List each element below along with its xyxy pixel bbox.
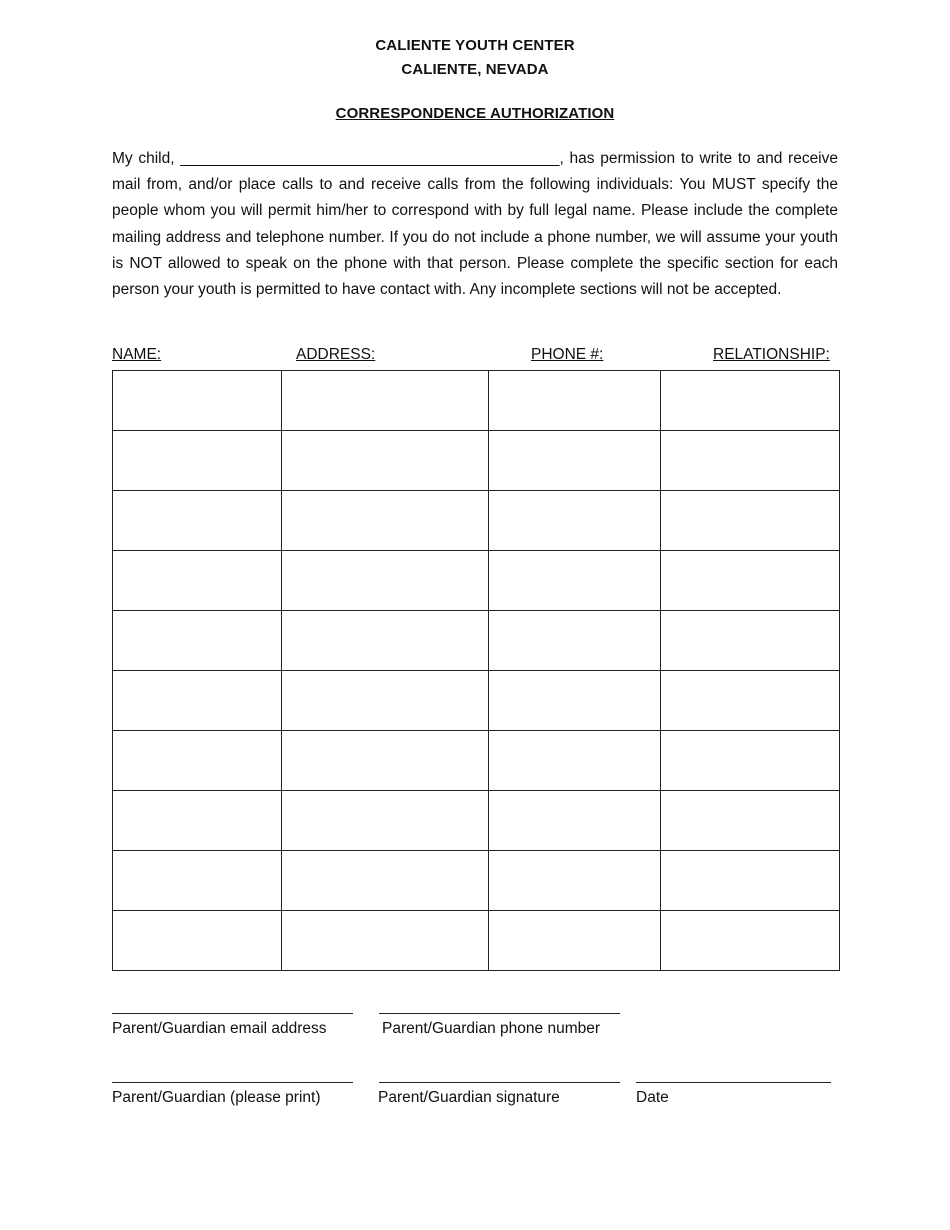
address-cell[interactable]	[282, 611, 489, 671]
relationship-cell[interactable]	[661, 791, 840, 851]
name-cell[interactable]	[113, 551, 282, 611]
phone-cell[interactable]	[489, 431, 661, 491]
signature-label: Parent/Guardian signature	[378, 1089, 560, 1106]
address-cell[interactable]	[282, 551, 489, 611]
phone-cell[interactable]	[489, 371, 661, 431]
relationship-cell[interactable]	[661, 371, 840, 431]
phone-cell[interactable]	[489, 671, 661, 731]
facility-location: CALIENTE, NEVADA	[401, 61, 549, 78]
relationship-cell[interactable]	[661, 911, 840, 971]
column-header-relationship: RELATIONSHIP:	[713, 346, 830, 363]
relationship-cell[interactable]	[661, 431, 840, 491]
table-row	[113, 671, 840, 731]
phone-number-line[interactable]	[379, 1013, 620, 1014]
name-cell[interactable]	[113, 371, 282, 431]
date-line[interactable]	[636, 1082, 831, 1083]
address-cell[interactable]	[282, 491, 489, 551]
address-cell[interactable]	[282, 671, 489, 731]
contacts-table-body	[113, 371, 840, 971]
table-row	[113, 911, 840, 971]
name-cell[interactable]	[113, 911, 282, 971]
phone-cell[interactable]	[489, 731, 661, 791]
print-name-line[interactable]	[112, 1082, 353, 1083]
phone-cell[interactable]	[489, 791, 661, 851]
facility-name: CALIENTE YOUTH CENTER	[375, 37, 575, 54]
email-label: Parent/Guardian email address	[112, 1020, 327, 1037]
phone-cell[interactable]	[489, 551, 661, 611]
table-row	[113, 491, 840, 551]
address-cell[interactable]	[282, 731, 489, 791]
relationship-cell[interactable]	[661, 851, 840, 911]
relationship-cell[interactable]	[661, 611, 840, 671]
table-row	[113, 611, 840, 671]
print-name-label: Parent/Guardian (please print)	[112, 1089, 321, 1106]
phone-cell[interactable]	[489, 851, 661, 911]
email-line[interactable]	[112, 1013, 353, 1014]
name-cell[interactable]	[113, 491, 282, 551]
relationship-cell[interactable]	[661, 731, 840, 791]
relationship-cell[interactable]	[661, 551, 840, 611]
date-label: Date	[636, 1089, 669, 1106]
address-cell[interactable]	[282, 851, 489, 911]
name-cell[interactable]	[113, 431, 282, 491]
address-cell[interactable]	[282, 371, 489, 431]
phone-cell[interactable]	[489, 611, 661, 671]
column-header-address: ADDRESS:	[296, 346, 376, 363]
table-row	[113, 431, 840, 491]
phone-cell[interactable]	[489, 911, 661, 971]
form-title: CORRESPONDENCE AUTHORIZATION	[335, 105, 615, 122]
name-cell[interactable]	[113, 611, 282, 671]
address-cell[interactable]	[282, 791, 489, 851]
phone-cell[interactable]	[489, 491, 661, 551]
column-header-phone: PHONE #:	[531, 346, 604, 363]
table-row	[113, 551, 840, 611]
name-cell[interactable]	[113, 851, 282, 911]
relationship-cell[interactable]	[661, 491, 840, 551]
contacts-table	[112, 370, 840, 971]
name-cell[interactable]	[113, 671, 282, 731]
name-cell[interactable]	[113, 731, 282, 791]
address-cell[interactable]	[282, 431, 489, 491]
column-header-name: NAME:	[112, 346, 162, 363]
address-cell[interactable]	[282, 911, 489, 971]
phone-number-label: Parent/Guardian phone number	[382, 1020, 601, 1037]
table-row	[113, 371, 840, 431]
name-cell[interactable]	[113, 791, 282, 851]
table-row	[113, 851, 840, 911]
table-row	[113, 731, 840, 791]
table-row	[113, 791, 840, 851]
signature-line[interactable]	[379, 1082, 620, 1083]
instructions-paragraph: My child, ____________________________________________, has permission to write to and receive mail from, and/or place calls to and receive calls from the following individuals: You MUST specify the people whom you will permit him/her to correspond with by full legal name. Please include the complete mailing address and telephone number. If you do not include a phone number, we will assume your youth is NOT allowed to speak on the phone with that person. Please complete the specific section for each person your youth is permitted to have contact with. Any incomplete sections will not be accepted.	[112, 150, 838, 299]
relationship-cell[interactable]	[661, 671, 840, 731]
